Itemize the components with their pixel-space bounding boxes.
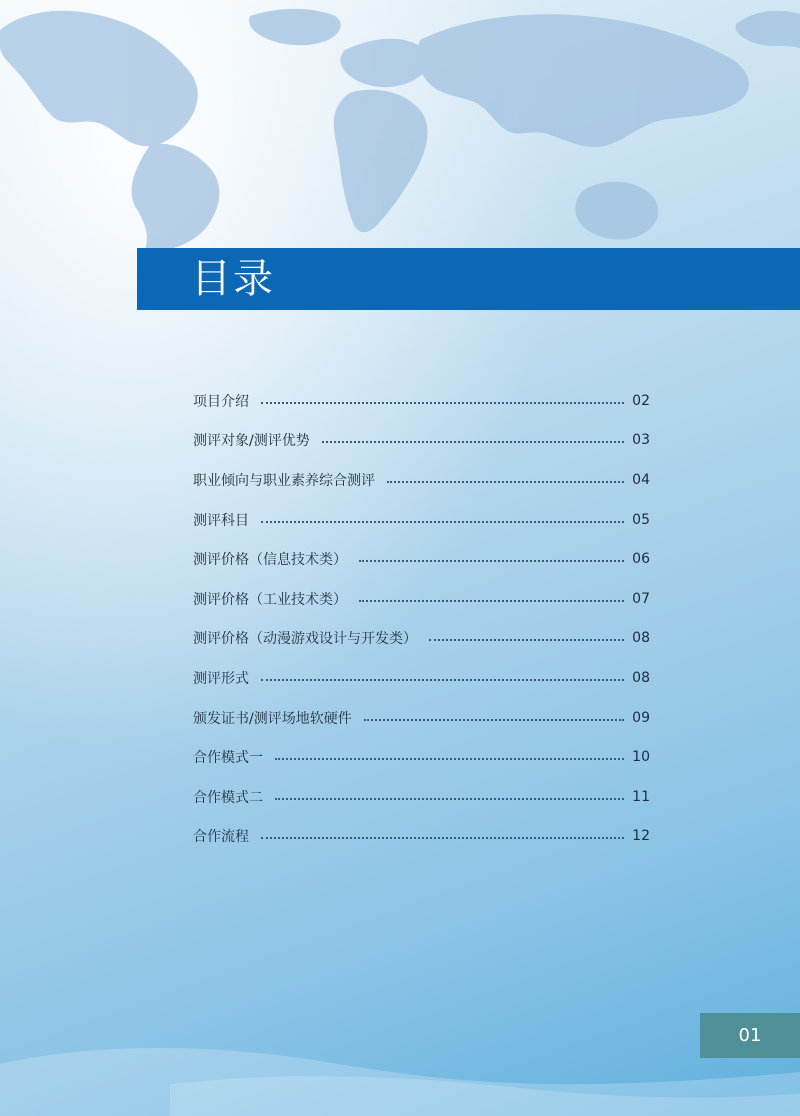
toc-label: 测评形式 — [193, 670, 249, 687]
toc-label: 测评对象/测评优势 — [193, 433, 310, 450]
toc-item-evaluation-targets[interactable] — [193, 421, 650, 461]
toc-label: 测评价格（信息技术类） — [193, 552, 347, 569]
toc-label: 测评科目 — [193, 512, 249, 529]
toc-label: 职业倾向与职业素养综合测评 — [193, 472, 375, 489]
dot-leader — [261, 679, 624, 681]
toc-item-cooperation-model-one[interactable] — [193, 737, 650, 777]
dot-leader — [387, 481, 624, 483]
toc-page-number: 11 — [632, 788, 650, 805]
dot-leader — [261, 837, 624, 839]
toc-item-price-animation[interactable] — [193, 619, 650, 659]
toc-label: 项目介绍 — [193, 393, 249, 410]
toc-page-number: 08 — [632, 630, 650, 647]
toc-page-number: 03 — [632, 432, 650, 449]
toc-item-cooperation-process[interactable] — [193, 817, 650, 857]
toc-item-career-assessment[interactable] — [193, 460, 650, 500]
toc-label: 合作模式一 — [193, 750, 263, 767]
dot-leader — [275, 798, 624, 800]
toc-item-cooperation-model-two[interactable] — [193, 777, 650, 817]
toc-page-number: 06 — [632, 551, 650, 568]
toc-page-number: 08 — [632, 669, 650, 686]
toc-label: 测评价格（动漫游戏设计与开发类） — [193, 631, 417, 648]
toc-label: 合作流程 — [193, 829, 249, 846]
page-number-badge — [700, 1013, 800, 1058]
toc-label: 合作模式二 — [193, 789, 263, 806]
toc-page-number: 02 — [632, 392, 650, 409]
dot-leader — [429, 639, 624, 641]
toc-item-subjects[interactable] — [193, 500, 650, 540]
toc-item-price-industrial[interactable] — [193, 579, 650, 619]
toc-page-number: 09 — [632, 709, 650, 726]
toc-page-number: 12 — [632, 828, 650, 845]
dot-leader — [261, 402, 624, 404]
dot-leader — [261, 521, 624, 523]
toc-item-price-it[interactable] — [193, 539, 650, 579]
dot-leader — [359, 600, 624, 602]
bottom-wave-decoration — [0, 1006, 800, 1116]
toc-item-certificates[interactable] — [193, 698, 650, 738]
page-title: 目录 — [191, 256, 275, 302]
title-bar — [137, 248, 800, 310]
toc-page-number: 04 — [632, 471, 650, 488]
toc-item-evaluation-format[interactable] — [193, 658, 650, 698]
dot-leader — [359, 560, 624, 562]
dot-leader — [275, 758, 624, 760]
page-number: 01 — [738, 1025, 762, 1046]
world-map-background — [0, 0, 800, 250]
dot-leader — [364, 719, 624, 721]
toc-page-number: 07 — [632, 590, 650, 607]
table-of-contents — [193, 381, 650, 856]
toc-page-number: 05 — [632, 511, 650, 528]
toc-page-number: 10 — [632, 749, 650, 766]
toc-label: 颁发证书/测评场地软硬件 — [193, 710, 352, 727]
dot-leader — [322, 441, 624, 443]
toc-label: 测评价格（工业技术类） — [193, 591, 347, 608]
toc-item-project-intro[interactable] — [193, 381, 650, 421]
